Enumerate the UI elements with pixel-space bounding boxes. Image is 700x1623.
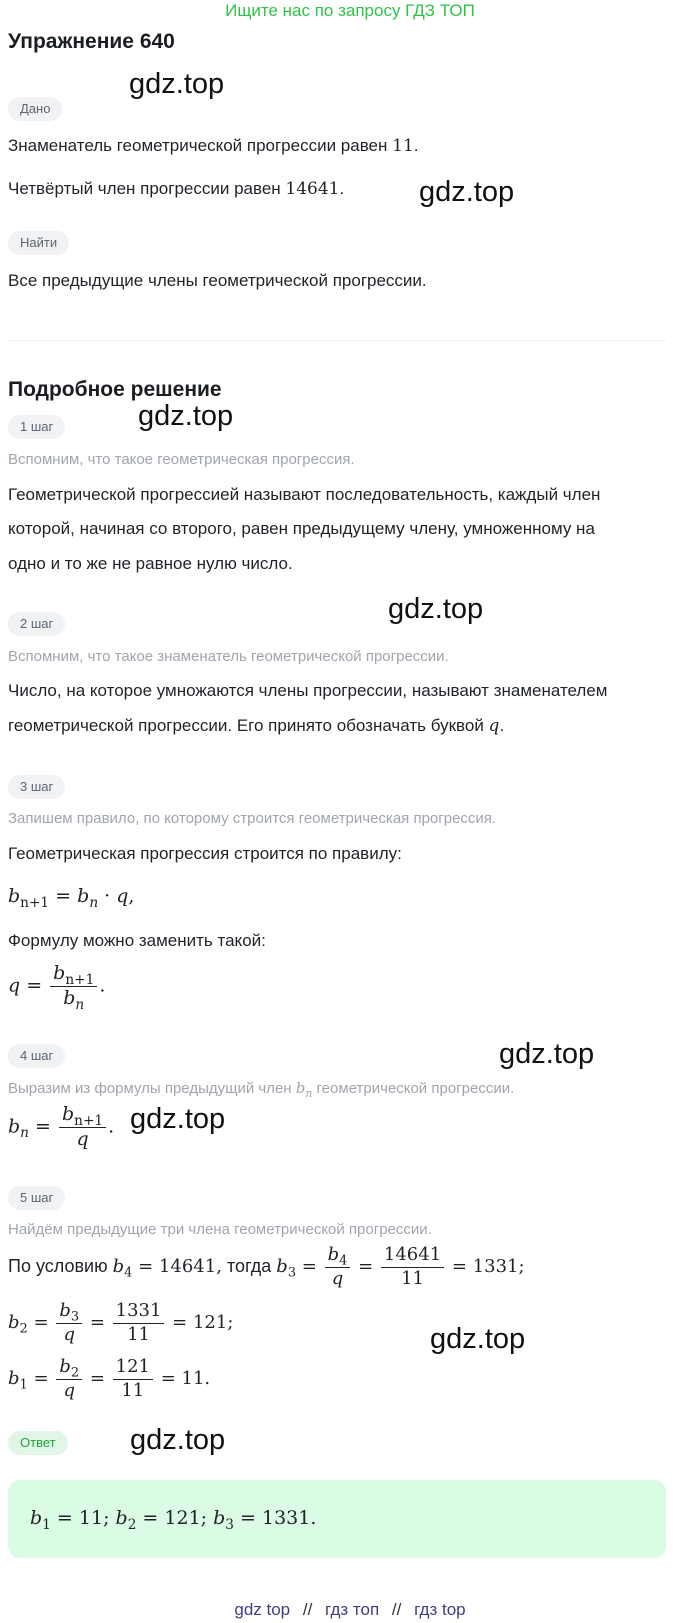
step-3-badge: 3 шаг — [8, 775, 65, 799]
step-4-note-suffix: геометрической прогрессии. — [316, 1080, 515, 1097]
footer-link-1[interactable]: gdz top — [234, 1600, 291, 1619]
step-1-line-2: которой, начиная со второго, равен предыдущему члену, умноженному на — [8, 519, 595, 538]
footer-link-3[interactable]: гдз top — [414, 1600, 466, 1619]
step-5-b2-value: 121 — [192, 1312, 228, 1334]
step-3-text-2: Формулу можно заменить такой: — [8, 931, 266, 950]
step-1-line-3: одно и то же не равное нулю число. — [8, 554, 293, 573]
step-2-note: Вспомним, что такое знаменатель геометрической прогрессии. — [8, 648, 449, 665]
watermark: gdz.top — [130, 1103, 226, 1135]
answer-b1: 11 — [78, 1507, 104, 1529]
footer-link-2[interactable]: гдз топ — [325, 1600, 380, 1619]
given-line-2-text: Четвёртый член прогрессии равен — [8, 179, 281, 198]
step-3-text-1: Геометрическая прогрессия строится по правилу: — [8, 844, 402, 863]
given-badge: Дано — [8, 97, 62, 121]
given-fourth-term-value: 14641 — [285, 179, 340, 199]
answer-badge: Ответ — [8, 1431, 68, 1455]
watermark: gdz.top — [138, 400, 234, 432]
step-3-note: Запишем правило, по которому строится геометрическая прогрессия. — [8, 810, 497, 827]
step-5-badge: 5 шаг — [8, 1186, 65, 1210]
given-line-2: Четвёртый член прогрессии равен 14641. — [8, 179, 345, 199]
step-5-b4-value: 14641 — [158, 1256, 217, 1278]
step-5-b3-line: По условию $b_4 = 14641$, тогда $b_3$ = $\frac{b_4}{q}$ = $\frac{14641}{11}$ = 1331; — [8, 1244, 525, 1289]
step-2-line-2: геометрической прогрессии. Его принято обозначать буквой q. — [8, 716, 505, 736]
watermark: gdz.top — [430, 1323, 526, 1355]
step-5-cond-prefix: По условию — [8, 1256, 108, 1277]
step-4-note: Выразим из формулы предыдущий член $b_n$ геометрической прогрессии. — [8, 1079, 515, 1100]
step-5-q-den-2: 11 — [127, 1323, 150, 1345]
watermark: gdz.top — [419, 176, 515, 208]
step-1-line-1: Геометрической прогрессией называют последовательность, каждый член — [8, 485, 601, 504]
step-5-b2-num: 121 — [113, 1357, 153, 1380]
find-badge: Найти — [8, 231, 69, 255]
step-5-b2-line: $b_2$ = $\frac{b_3}{q}$ = $\frac{1331}{11}$ = 121; — [8, 1300, 234, 1345]
top-banner: Ищите нас по запросу ГДЗ ТОП — [225, 1, 475, 20]
step-5-b4-num: 14641 — [381, 1245, 444, 1268]
step-3-formula-q: q = $\frac{b_{n+1}}{b_n}$ . — [8, 962, 106, 1013]
solution-title: Подробное решение — [8, 378, 222, 401]
page-title: Упражнение 640 — [8, 30, 175, 53]
given-line-1-text: Знаменатель геометрической прогрессии равен — [8, 136, 388, 155]
step-5-b1-value: 11 — [181, 1368, 205, 1390]
find-text: Все предыдущие члены геометрической прогрессии. — [8, 271, 427, 290]
answer-b2: 121 — [164, 1507, 201, 1529]
step-1-note: Вспомним, что такое геометрическая прогрессия. — [8, 451, 355, 468]
step-2-line-2-text: геометрической прогрессии. Его принято обозначать буквой — [8, 716, 484, 735]
step-4-badge: 4 шаг — [8, 1044, 65, 1068]
step-5-b3-num: 1331 — [113, 1301, 165, 1324]
footer-separator: // — [302, 1600, 313, 1619]
footer — [0, 1600, 700, 1620]
step-5-note: Найдём предыдущие три члена геометрической прогрессии. — [8, 1221, 432, 1238]
watermark: gdz.top — [499, 1038, 595, 1070]
footer-separator: // — [391, 1600, 402, 1619]
step-5-b1-line: $b_1$ = $\frac{b_2}{q}$ = $\frac{121}{11}$ = 11. — [8, 1356, 211, 1401]
answer-b3: 1331 — [261, 1507, 311, 1529]
section-divider — [8, 340, 666, 341]
given-line-1: Знаменатель геометрической прогрессии равен 11. — [8, 136, 419, 156]
step-2-letter-q: q — [488, 716, 500, 736]
step-5-cond-middle: тогда — [226, 1256, 272, 1277]
watermark: gdz.top — [130, 1424, 226, 1456]
watermark: gdz.top — [388, 593, 484, 625]
given-ratio-value: 11 — [392, 136, 414, 156]
step-5-q-den: 11 — [401, 1267, 424, 1289]
step-4-note-prefix: Выразим из формулы предыдущий член — [8, 1080, 292, 1097]
step-1-badge: 1 шаг — [8, 415, 65, 439]
watermark: gdz.top — [129, 68, 225, 100]
step-4-formula: $b_n$ = $\frac{b_{n+1}}{q}$ . — [8, 1103, 115, 1150]
step-2-line-1: Число, на которое умножаются члены прогрессии, называют знаменателем — [8, 681, 608, 700]
step-5-q-den-3: 11 — [121, 1379, 145, 1401]
step-2-badge: 2 шаг — [8, 612, 65, 636]
answer-text: $b_1 = 11$; $b_2 = 121$; $b_3 = 1331$. — [30, 1507, 317, 1533]
step-5-b3-value: 1331 — [472, 1256, 519, 1278]
step-3-formula-recurrence: $b_{n+1} = b_n \cdot q$, — [8, 885, 135, 911]
